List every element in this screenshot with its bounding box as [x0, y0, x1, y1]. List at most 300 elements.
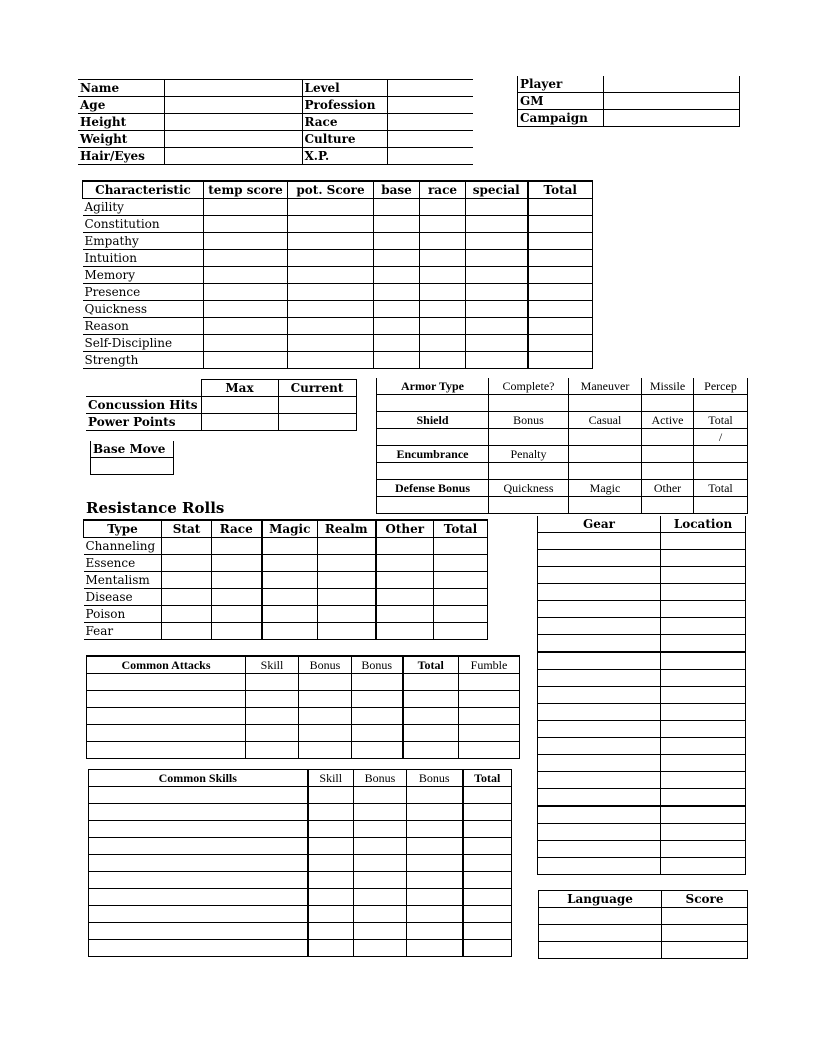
characteristic-cell[interactable] — [288, 301, 374, 318]
attack-cell[interactable] — [87, 674, 246, 691]
skill-cell[interactable] — [354, 821, 407, 838]
gear-cell[interactable] — [538, 841, 661, 858]
slash-mark[interactable]: / — [694, 429, 748, 446]
characteristic-cell[interactable] — [288, 335, 374, 352]
language-cell[interactable] — [662, 942, 748, 959]
characteristic-name: Quickness — [83, 301, 204, 318]
resistance-cell[interactable] — [318, 623, 376, 640]
player-value-cell[interactable] — [604, 93, 740, 110]
resistance-cell[interactable] — [434, 623, 488, 640]
skill-cell[interactable] — [89, 940, 308, 957]
characteristic-cell[interactable] — [288, 284, 374, 301]
gear-cell[interactable] — [538, 738, 661, 755]
hits-header: Max — [201, 380, 278, 397]
gear-cell[interactable] — [661, 789, 746, 807]
gear-cell[interactable] — [538, 618, 661, 635]
skill-cell[interactable] — [463, 787, 512, 804]
resistance-cell[interactable] — [262, 538, 318, 555]
characteristic-cell[interactable] — [420, 301, 466, 318]
power-max-cell[interactable] — [201, 414, 278, 431]
characteristic-cell[interactable] — [374, 335, 420, 352]
skill-cell[interactable] — [89, 906, 308, 923]
resistance-cell[interactable] — [434, 606, 488, 623]
resistance-cell[interactable] — [376, 606, 434, 623]
skill-cell[interactable] — [407, 855, 463, 872]
skill-cell[interactable] — [89, 889, 308, 906]
armor-cell[interactable] — [642, 497, 694, 514]
armor-cell[interactable] — [489, 395, 569, 412]
characteristic-cell[interactable] — [374, 233, 420, 250]
characteristic-cell[interactable] — [204, 199, 288, 216]
armor-cell[interactable] — [489, 463, 569, 480]
skill-cell[interactable] — [407, 906, 463, 923]
characteristic-cell[interactable] — [420, 284, 466, 301]
characteristic-cell[interactable] — [528, 233, 593, 250]
characteristic-cell[interactable] — [528, 335, 593, 352]
armor-cell — [642, 446, 694, 463]
resistance-cell[interactable] — [162, 555, 212, 572]
gear-cell[interactable] — [538, 567, 661, 584]
skill-cell[interactable] — [407, 804, 463, 821]
characteristic-cell[interactable] — [528, 352, 593, 369]
gear-cell[interactable] — [538, 704, 661, 721]
armor-cell[interactable] — [569, 429, 642, 446]
characteristic-header: race — [420, 181, 466, 199]
resistance-cell[interactable] — [434, 572, 488, 589]
gear-cell[interactable] — [661, 806, 746, 824]
characteristic-cell[interactable] — [374, 250, 420, 267]
armor-header: Bonus — [489, 412, 569, 429]
skill-cell[interactable] — [463, 872, 512, 889]
characteristic-cell[interactable] — [466, 199, 528, 216]
resistance-cell[interactable] — [162, 623, 212, 640]
armor-cell — [694, 446, 748, 463]
characteristic-cell[interactable] — [374, 352, 420, 369]
armor-cell[interactable] — [642, 429, 694, 446]
identity-value-cell[interactable] — [387, 114, 473, 131]
armor-cell[interactable] — [569, 497, 642, 514]
resistance-cell[interactable] — [262, 606, 318, 623]
characteristic-cell[interactable] — [466, 318, 528, 335]
skill-cell[interactable] — [354, 838, 407, 855]
identity-label: Height — [78, 114, 164, 131]
skill-cell[interactable] — [89, 804, 308, 821]
attack-cell[interactable] — [352, 725, 403, 742]
armor-cell[interactable] — [642, 395, 694, 412]
characteristic-cell[interactable] — [204, 267, 288, 284]
attack-cell[interactable] — [403, 725, 459, 742]
characteristic-name: Memory — [83, 267, 204, 284]
attack-cell[interactable] — [403, 674, 459, 691]
attack-header: Bonus — [352, 656, 403, 674]
characteristic-cell[interactable] — [466, 335, 528, 352]
attack-cell[interactable] — [87, 725, 246, 742]
base-move-cell[interactable] — [91, 458, 174, 475]
skill-cell[interactable] — [308, 940, 354, 957]
armor-table — [376, 378, 748, 514]
characteristic-cell[interactable] — [288, 352, 374, 369]
resistance-cell[interactable] — [376, 589, 434, 606]
armor-header: Complete? — [489, 378, 569, 395]
skill-cell[interactable] — [89, 838, 308, 855]
skill-cell[interactable] — [308, 923, 354, 940]
identity-value-cell[interactable] — [164, 131, 302, 148]
gear-cell[interactable] — [538, 584, 661, 601]
armor-cell[interactable] — [569, 463, 642, 480]
skill-cell[interactable] — [463, 838, 512, 855]
resistance-cell[interactable] — [212, 623, 262, 640]
skill-cell[interactable] — [308, 872, 354, 889]
language-cell[interactable] — [662, 925, 748, 942]
resistance-cell[interactable] — [318, 538, 376, 555]
skill-cell[interactable] — [308, 787, 354, 804]
attack-cell[interactable] — [459, 674, 520, 691]
armor-cell[interactable] — [489, 497, 569, 514]
language-cell[interactable] — [539, 925, 662, 942]
characteristic-cell[interactable] — [528, 301, 593, 318]
armor-cell[interactable] — [377, 395, 489, 412]
characteristic-cell[interactable] — [466, 250, 528, 267]
gear-cell[interactable] — [661, 772, 746, 789]
resistance-cell[interactable] — [262, 572, 318, 589]
gear-cell[interactable] — [661, 755, 746, 772]
characteristic-cell[interactable] — [466, 233, 528, 250]
characteristic-cell[interactable] — [528, 284, 593, 301]
characteristic-cell[interactable] — [204, 233, 288, 250]
skill-cell[interactable] — [407, 872, 463, 889]
characteristic-cell[interactable] — [204, 216, 288, 233]
hits-corner — [86, 380, 201, 397]
attack-cell[interactable] — [246, 708, 299, 725]
resistance-cell[interactable] — [318, 555, 376, 572]
characteristic-name: Intuition — [83, 250, 204, 267]
characteristic-cell[interactable] — [420, 216, 466, 233]
skill-cell[interactable] — [89, 821, 308, 838]
gear-cell[interactable] — [538, 670, 661, 687]
identity-value-cell[interactable] — [387, 131, 473, 148]
skill-cell[interactable] — [308, 821, 354, 838]
resistance-cell[interactable] — [162, 538, 212, 555]
characteristic-cell[interactable] — [420, 335, 466, 352]
gear-cell[interactable] — [538, 824, 661, 841]
shield-label: Shield — [377, 412, 489, 429]
skill-cell[interactable] — [407, 821, 463, 838]
armor-cell[interactable] — [569, 395, 642, 412]
characteristic-cell[interactable] — [420, 352, 466, 369]
skill-cell[interactable] — [463, 821, 512, 838]
resistance-cell[interactable] — [376, 623, 434, 640]
armor-cell[interactable] — [377, 463, 489, 480]
gear-cell[interactable] — [661, 584, 746, 601]
resistance-header: Race — [212, 520, 262, 538]
resistance-cell[interactable] — [318, 572, 376, 589]
characteristic-cell[interactable] — [466, 284, 528, 301]
attack-header: Fumble — [459, 656, 520, 674]
characteristic-cell[interactable] — [466, 301, 528, 318]
characteristic-cell[interactable] — [204, 318, 288, 335]
gear-cell[interactable] — [538, 806, 661, 824]
resistance-cell[interactable] — [376, 572, 434, 589]
armor-header: Quickness — [489, 480, 569, 497]
characteristic-header: Characteristic — [83, 181, 204, 199]
resistance-cell[interactable] — [212, 589, 262, 606]
armor-cell[interactable] — [489, 429, 569, 446]
characteristic-cell[interactable] — [204, 301, 288, 318]
identity-value-cell[interactable] — [164, 114, 302, 131]
resistance-cell[interactable] — [262, 589, 318, 606]
gear-cell[interactable] — [661, 704, 746, 721]
gear-cell[interactable] — [538, 652, 661, 670]
characteristic-cell[interactable] — [374, 301, 420, 318]
skill-cell[interactable] — [308, 838, 354, 855]
resistance-title: Resistance Rolls — [86, 499, 225, 517]
gear-cell[interactable] — [661, 858, 746, 875]
attack-cell[interactable] — [87, 708, 246, 725]
hits-table — [86, 379, 357, 431]
characteristic-cell[interactable] — [466, 216, 528, 233]
characteristic-cell[interactable] — [374, 216, 420, 233]
attack-cell[interactable] — [352, 742, 403, 759]
characteristic-cell[interactable] — [466, 267, 528, 284]
characteristic-cell[interactable] — [288, 199, 374, 216]
resistance-cell[interactable] — [162, 589, 212, 606]
gear-cell[interactable] — [661, 738, 746, 755]
resistance-cell[interactable] — [262, 555, 318, 572]
characteristic-cell[interactable] — [420, 233, 466, 250]
characteristic-cell[interactable] — [420, 250, 466, 267]
concussion-max-cell[interactable] — [201, 397, 278, 414]
skill-cell[interactable] — [354, 872, 407, 889]
attack-cell[interactable] — [352, 708, 403, 725]
characteristic-cell[interactable] — [374, 199, 420, 216]
characteristic-cell[interactable] — [288, 216, 374, 233]
attack-cell[interactable] — [299, 674, 352, 691]
armor-cell[interactable] — [694, 497, 748, 514]
gear-cell[interactable] — [661, 533, 746, 550]
gear-cell[interactable] — [538, 687, 661, 704]
armor-cell[interactable] — [377, 497, 489, 514]
characteristic-cell[interactable] — [528, 199, 593, 216]
attack-cell[interactable] — [299, 742, 352, 759]
language-cell[interactable] — [539, 908, 662, 925]
armor-cell[interactable] — [694, 395, 748, 412]
gear-cell[interactable] — [661, 687, 746, 704]
characteristic-cell[interactable] — [528, 318, 593, 335]
attack-cell[interactable] — [299, 725, 352, 742]
skill-cell[interactable] — [308, 855, 354, 872]
characteristic-cell[interactable] — [466, 352, 528, 369]
armor-cell[interactable] — [694, 463, 748, 480]
gear-cell[interactable] — [538, 772, 661, 789]
skill-cell[interactable] — [463, 940, 512, 957]
skill-cell[interactable] — [89, 923, 308, 940]
skill-cell[interactable] — [354, 889, 407, 906]
identity-label: Level — [302, 80, 387, 97]
skill-cell[interactable] — [407, 889, 463, 906]
characteristic-cell[interactable] — [528, 250, 593, 267]
resistance-cell[interactable] — [434, 589, 488, 606]
identity-value-cell[interactable] — [387, 97, 473, 114]
attack-cell[interactable] — [299, 691, 352, 708]
attack-cell[interactable] — [87, 742, 246, 759]
characteristic-cell[interactable] — [204, 335, 288, 352]
skill-cell[interactable] — [354, 787, 407, 804]
identity-label: X.P. — [302, 148, 387, 165]
skill-cell[interactable] — [308, 804, 354, 821]
skill-header: Common Skills — [89, 770, 308, 787]
gear-cell[interactable] — [538, 721, 661, 738]
attack-cell[interactable] — [459, 725, 520, 742]
identity-value-cell[interactable] — [387, 148, 473, 165]
resistance-cell[interactable] — [212, 538, 262, 555]
skill-cell[interactable] — [354, 906, 407, 923]
language-table — [538, 890, 748, 959]
identity-value-cell[interactable] — [164, 80, 302, 97]
gear-cell[interactable] — [661, 550, 746, 567]
resistance-header: Total — [434, 520, 488, 538]
resistance-cell[interactable] — [434, 538, 488, 555]
skill-cell[interactable] — [463, 906, 512, 923]
gear-cell[interactable] — [661, 721, 746, 738]
player-value-cell[interactable] — [604, 110, 740, 127]
characteristic-cell[interactable] — [374, 284, 420, 301]
resistance-cell[interactable] — [212, 555, 262, 572]
resistance-cell[interactable] — [376, 538, 434, 555]
skill-cell[interactable] — [407, 838, 463, 855]
skill-cell[interactable] — [407, 787, 463, 804]
skill-cell[interactable] — [463, 804, 512, 821]
resistance-type: Disease — [84, 589, 162, 606]
attack-cell[interactable] — [459, 691, 520, 708]
armor-header: Other — [642, 480, 694, 497]
skill-cell[interactable] — [463, 923, 512, 940]
language-cell[interactable] — [662, 908, 748, 925]
attack-cell[interactable] — [246, 725, 299, 742]
power-current-cell[interactable] — [278, 414, 356, 431]
attack-cell[interactable] — [246, 691, 299, 708]
characteristic-cell[interactable] — [288, 233, 374, 250]
attack-cell[interactable] — [352, 691, 403, 708]
resistance-cell[interactable] — [212, 606, 262, 623]
skill-cell[interactable] — [354, 804, 407, 821]
language-cell[interactable] — [539, 942, 662, 959]
gear-cell[interactable] — [661, 841, 746, 858]
skill-cell[interactable] — [463, 889, 512, 906]
characteristic-header: Total — [528, 181, 593, 199]
attack-header: Skill — [246, 656, 299, 674]
gear-cell[interactable] — [538, 789, 661, 807]
attack-cell[interactable] — [403, 742, 459, 759]
resistance-cell[interactable] — [162, 606, 212, 623]
skill-cell[interactable] — [89, 787, 308, 804]
identity-value-cell[interactable] — [164, 97, 302, 114]
characteristic-cell[interactable] — [420, 267, 466, 284]
attack-cell[interactable] — [403, 708, 459, 725]
skill-header: Skill — [308, 770, 354, 787]
gear-cell[interactable] — [538, 635, 661, 653]
attack-cell[interactable] — [87, 691, 246, 708]
skill-cell[interactable] — [308, 906, 354, 923]
armor-cell[interactable] — [377, 429, 489, 446]
resistance-cell[interactable] — [262, 623, 318, 640]
resistance-cell[interactable] — [434, 555, 488, 572]
characteristic-cell[interactable] — [288, 267, 374, 284]
resistance-cell[interactable] — [212, 572, 262, 589]
resistance-type: Mentalism — [84, 572, 162, 589]
characteristic-cell[interactable] — [288, 250, 374, 267]
characteristic-cell[interactable] — [204, 250, 288, 267]
resistance-cell[interactable] — [318, 606, 376, 623]
characteristic-header: base — [374, 181, 420, 199]
skill-cell[interactable] — [463, 855, 512, 872]
gear-cell[interactable] — [661, 824, 746, 841]
identity-label: Name — [78, 80, 164, 97]
resistance-cell[interactable] — [318, 589, 376, 606]
resistance-cell[interactable] — [162, 572, 212, 589]
characteristic-cell[interactable] — [374, 267, 420, 284]
attack-cell[interactable] — [299, 708, 352, 725]
attack-cell[interactable] — [352, 674, 403, 691]
gear-cell[interactable] — [538, 755, 661, 772]
skill-cell[interactable] — [89, 872, 308, 889]
gear-cell[interactable] — [661, 618, 746, 635]
attacks-table — [86, 655, 520, 759]
armor-cell — [569, 446, 642, 463]
gear-cell[interactable] — [538, 550, 661, 567]
skill-cell[interactable] — [354, 923, 407, 940]
attack-cell[interactable] — [403, 691, 459, 708]
attack-cell[interactable] — [459, 742, 520, 759]
characteristic-cell[interactable] — [204, 284, 288, 301]
gear-cell[interactable] — [661, 635, 746, 653]
attack-header: Common Attacks — [87, 656, 246, 674]
characteristic-cell[interactable] — [288, 318, 374, 335]
characteristic-cell[interactable] — [204, 352, 288, 369]
gear-cell[interactable] — [661, 567, 746, 584]
characteristic-cell[interactable] — [528, 216, 593, 233]
gear-cell[interactable] — [538, 858, 661, 875]
characteristic-name: Self-Discipline — [83, 335, 204, 352]
attack-cell[interactable] — [246, 674, 299, 691]
attack-cell[interactable] — [459, 708, 520, 725]
skill-cell[interactable] — [354, 940, 407, 957]
resistance-cell[interactable] — [376, 555, 434, 572]
identity-label: Race — [302, 114, 387, 131]
skill-cell[interactable] — [308, 889, 354, 906]
armor-cell[interactable] — [642, 463, 694, 480]
characteristic-cell[interactable] — [374, 318, 420, 335]
characteristic-cell[interactable] — [420, 199, 466, 216]
skill-cell[interactable] — [354, 855, 407, 872]
gear-cell[interactable] — [538, 533, 661, 550]
player-value-cell[interactable] — [604, 76, 740, 93]
identity-value-cell[interactable] — [164, 148, 302, 165]
gear-cell[interactable] — [661, 601, 746, 618]
skill-cell[interactable] — [407, 940, 463, 957]
skill-cell[interactable] — [407, 923, 463, 940]
gear-cell[interactable] — [661, 670, 746, 687]
characteristic-cell[interactable] — [528, 267, 593, 284]
gear-cell[interactable] — [538, 601, 661, 618]
skill-header: Bonus — [407, 770, 463, 787]
concussion-current-cell[interactable] — [278, 397, 356, 414]
attack-cell[interactable] — [246, 742, 299, 759]
characteristic-cell[interactable] — [420, 318, 466, 335]
skill-cell[interactable] — [89, 855, 308, 872]
characteristic-name: Constitution — [83, 216, 204, 233]
gear-cell[interactable] — [661, 652, 746, 670]
identity-value-cell[interactable] — [387, 80, 473, 97]
